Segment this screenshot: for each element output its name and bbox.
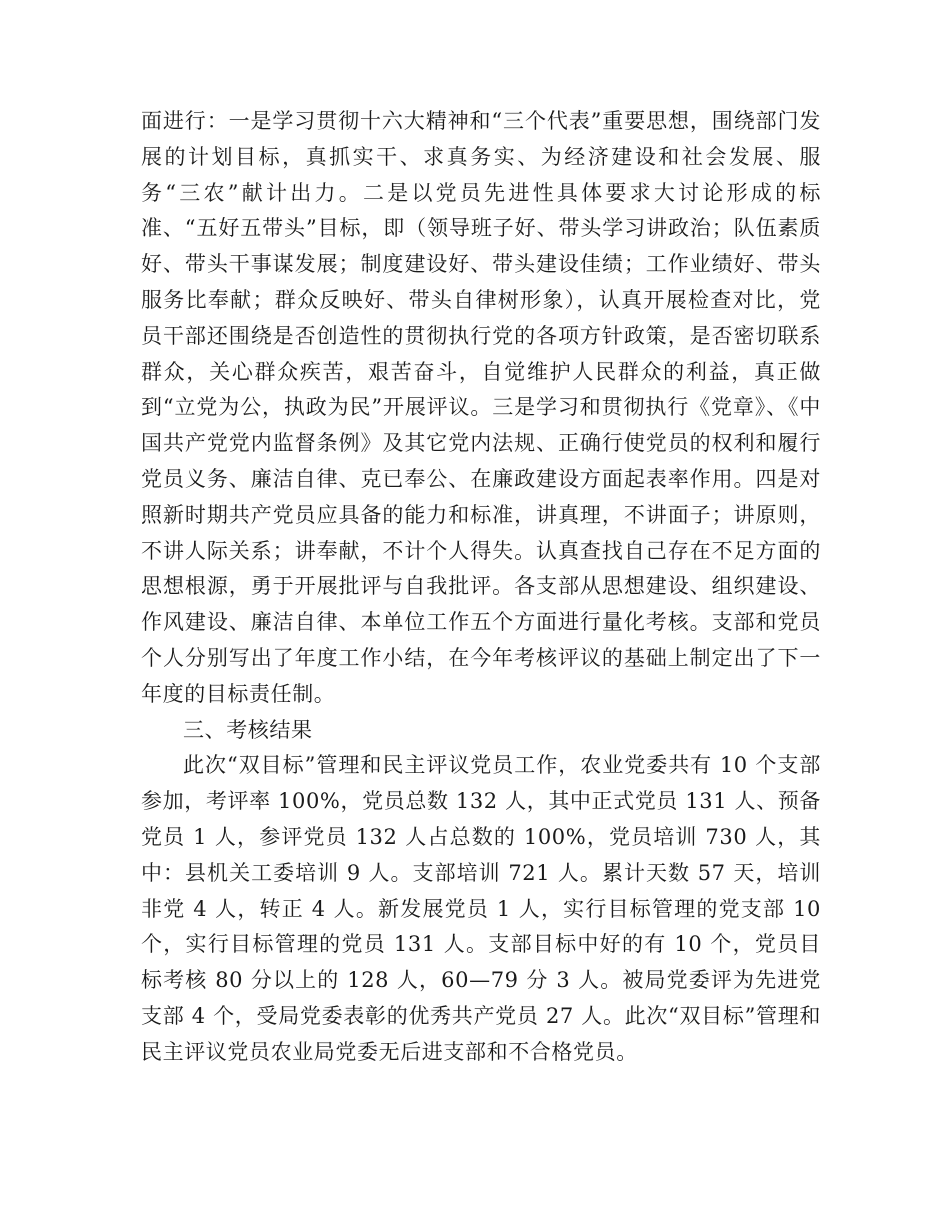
paragraph-results: 此次“双目标”管理和民主评议党员工作，农业党委共有 10 个支部参加，考评率 100%，党员总数 132 人，其中正式党员 131 人、预备党员 1 人，参评党员 132 人占总数的 100%，党员培训 730 人，其中：县机关工委培训 9 人。支部培训 721 人。累计天数 57 天，培训非党 4 人，转正 4 人。新发展党员 1 人，实行目标管理的党支部 10 个，实行目标管理的党员 131 人。支部目标中好的有 10 个，党员目标考核 80 分以上的 128 人，60—79 分 3 人。被局党委评为先进党支部 4 个，受局党委表彰的优秀共产党员 27 人。此次“双目标”管理和民主评议党员农业局党委无后进支部和不合格党员。 bbox=[141, 753, 821, 1064]
document-body bbox=[141, 104, 821, 1071]
paragraph-evaluation-content: 面进行：一是学习贯彻十六大精神和“三个代表”重要思想，围绕部门发展的计划目标，真抓实干、求真务实、为经济建设和社会发展、服务“三农”献计出力。二是以党员先进性具体要求大讨论形成的标准、“五好五带头”目标，即（领导班子好、带头学习讲政治；队伍素质好、带头干事谋发展；制度建设好、带头建设佳绩；工作业绩好、带头服务比奉献；群众反映好、带头自律树形象），认真开展检查对比，党员干部还围绕是否创造性的贯彻执行党的各项方针政策，是否密切联系群众，关心群众疾苦，艰苦奋斗，自觉维护人民群众的利益，真正做到“立党为公，执政为民”开展评议。三是学习和贯彻执行《党章》、《中国共产党党内监督条例》及其它党内法规、正确行使党员的权利和履行党员义务、廉洁自律、克已奉公、在廉政建设方面起表率作用。四是对照新时期共产党员应具备的能力和标准，讲真理，不讲面子；讲原则，不讲人际关系；讲奉献，不计个人得失。认真查找自己存在不足方面的思想根源，勇于开展批评与自我批评。各支部从思想建设、组织建设、作风建设、廉洁自律、本单位工作五个方面进行量化考核。支部和党员个人分别写出了年度工作小结，在今年考核评议的基础上制定出了下一年度的目标责任制。 bbox=[141, 109, 821, 706]
section-heading-results: 三、考核结果 bbox=[183, 717, 313, 742]
